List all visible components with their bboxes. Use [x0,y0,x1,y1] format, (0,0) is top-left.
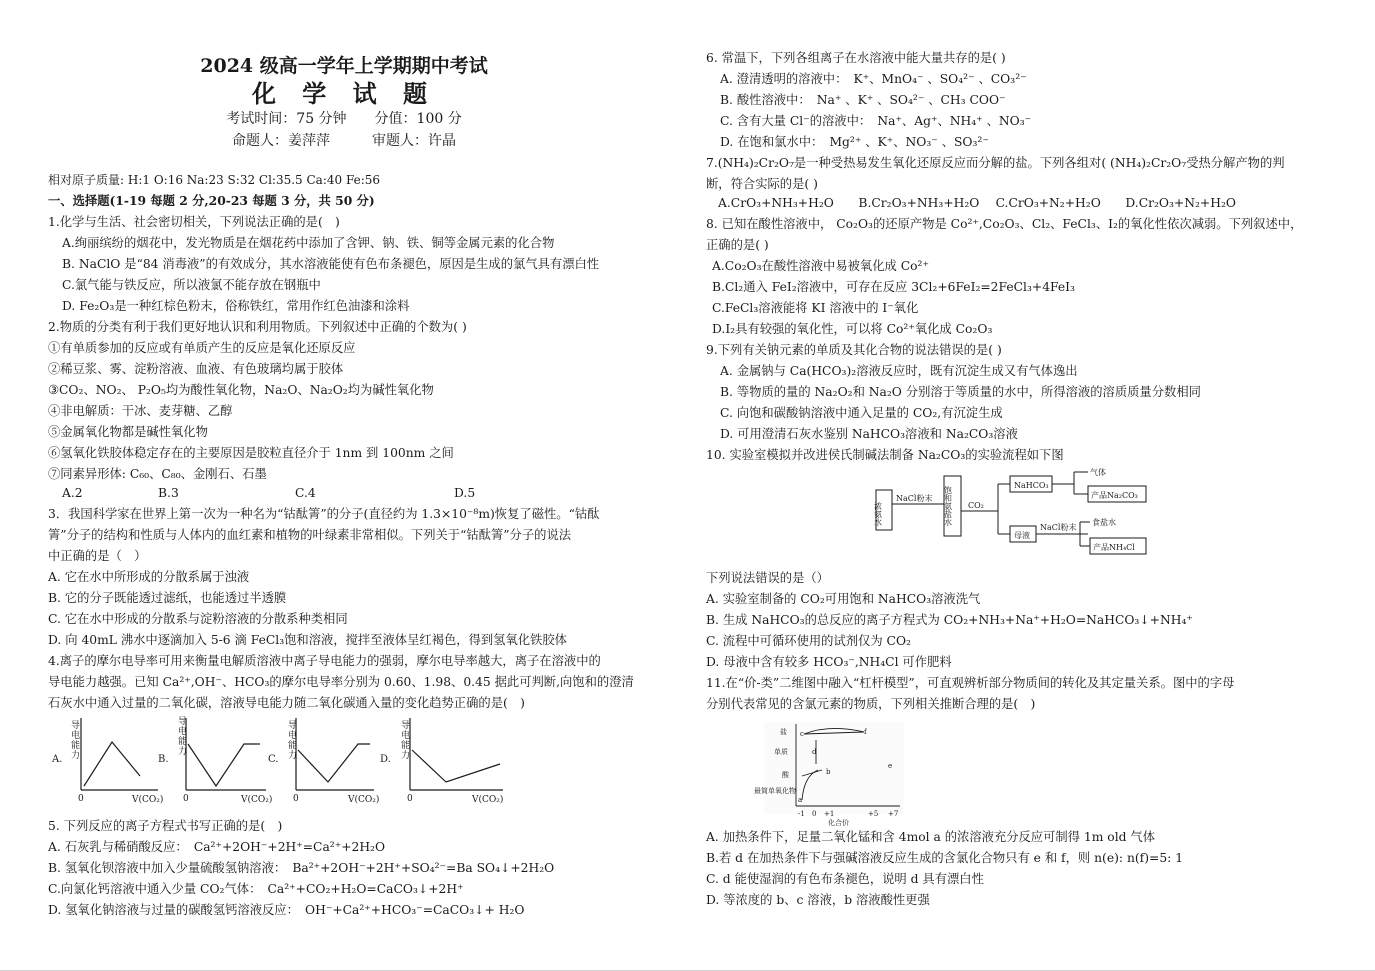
q2-item-2: ②稀豆浆、雾、淀粉溶液、血液、有色玻璃均属于胶体 [48,362,344,376]
graph-d-y-label [401,720,410,761]
svg-text:力: 力 [288,751,298,761]
chart-tick-plus7: +7 [888,810,899,818]
flow-label-nahco3: NaHCO₃ [1014,481,1049,490]
q11-option-b: B.若 d 在加热条件下与强碱溶液反应生成的含氯化合物只有 e 和 f，则 n(e): n(f)=5: 1 [706,851,1184,865]
flow-label-nacl: NaCl粉末 [896,494,933,503]
q2-item-3: ③CO₂、NO₂、 P₂O₅均为酸性氧化物，Na₂O、Na₂O₂均为碱性氧化物 [48,383,434,397]
q1-option-c: C.氯气能与铁反应，所以液氯不能存放在钢瓶中 [62,278,321,292]
q8-option-c: C.FeCl₃溶液能将 KI 溶液中的 I⁻氧化 [712,301,919,315]
q4-stem-1: 4.离子的摩尔电导率可用来衡量电解质溶液中离子导电能力的强弱，摩尔电导率越大，离子在溶液中的 [48,654,601,668]
q2-item-4: ④非电解质：干冰、麦芽糖、乙醇 [48,404,233,418]
q3-option-b: B. 它的分子既能透过滤纸，也能透过半透膜 [48,591,287,605]
q2-option-b: B.3 [158,486,179,500]
q3-option-a: A. 它在水中所形成的分散系属于浊液 [48,570,250,584]
q3-stem-1: 3．我国科学家在世界上第一次为一种名为“钴酞箐”的分子(直径约为 1.3×10⁻⁸m)恢复了磁性。“钴酞 [48,507,600,521]
flow-label-nacl2: NaCl粉末 [1040,523,1077,532]
svg-text:力: 力 [401,751,411,761]
q1-stem: 1.化学与生活、社会密切相关，下列说法正确的是( ) [48,215,340,229]
q8-stem-1: 8. 已知在酸性溶液中， Co₂O₃的还原产物是 Co²⁺,Co₂O₃、Cl₂、FeCl₃、I₂的氧化性依次减弱。下列叙述中， [706,217,1303,231]
q8-stem-2: 正确的是( ) [706,238,769,252]
q11-stem-1: 11.在“价-类”二维图中融入“杠杆模型”，可直观辨析部分物质间的转化及其定量关系。图中的字母 [706,676,1235,690]
svg-text:电: 电 [71,731,81,741]
q5-option-c: C.向氯化钙溶液中通入少量 CO₂气体： Ca²⁺+CO₂+H₂O=CaCO₃↓+2H⁺ [48,882,464,896]
graph-c-y-label [288,720,297,761]
graph-d-label: D. [380,754,391,765]
q5-stem: 5. 下列反应的离子方程式书写正确的是( ) [48,819,283,833]
q4-stem-2: 导电能力越强。已知 Ca²⁺,OH⁻、HCO₃的摩尔电导率分别为 0.60、1.98、0.45 据此可判断,向饱和的澄清 [48,675,634,689]
chart-tick-plus1: +1 [824,810,835,818]
q8-option-b: B.Cl₂通入 FeI₂溶液中，可存在反应 3Cl₂+6FeI₂=2FeCl₃+4FeI₃ [712,280,1075,294]
q4-graph-options [48,714,518,806]
q7-options: A.CrO₃+NH₃+H₂O B.Cr₂O₃+NH₃+H₂O C.CrO₃+N₂+H₂O D.Cr₂O₃+N₂+H₂O [718,196,1236,210]
exam-subject: 化 学 试 题 [251,79,437,108]
q6-option-a: A. 澄清透明的溶液中： K⁺、MnO₄⁻ 、SO₄²⁻ 、CO₃²⁻ [720,72,1027,86]
q2-option-d: D.5 [454,486,476,500]
graph-d-x-label: V(CO₂) [472,795,504,805]
graph-c-x-label: V(CO₂) [348,795,380,805]
chart-category-oxide: 最简单氧化物 [754,787,796,795]
q10-flow-diagram [868,466,1158,562]
chart-category-salt: 盐 [780,728,787,736]
q2-stem: 2.物质的分类有利于我们更好地认识和利用物质。下列叙述中正确的个数为( ) [48,320,467,334]
q3-option-d: D. 向 40mL 沸水中逐滴加入 5-6 滴 FeCl₃饱和溶液，搅拌至液体呈红褐色，得到氢氧化铁胶体 [48,633,567,647]
chart-tick-plus5: +5 [868,810,879,818]
graph-c-origin: 0 [293,794,299,804]
q11-stem-2: 分别代表常见的含氯元素的物质，下列相关推断合理的是( ) [706,697,1036,711]
chart-point-d: d [812,748,817,756]
q6-option-d: D. 在饱和氯水中： Mg²⁺ 、K⁺、NO₃⁻ 、SO₃²⁻ [720,135,989,149]
svg-text:导: 导 [71,721,81,731]
q10-stem: 10. 实验室模拟并改进侯氏制碱法制备 Na₂CO₃的实验流程如下图 [706,448,1064,462]
flow-label-brine: 饱和氨盐水 [943,486,953,526]
chart-point-b: b [826,768,831,776]
chart-x-label: 化合价 [828,819,849,827]
q3-stem-3: 中正确的是（ ） [48,549,147,563]
graph-a-label: A. [52,754,63,765]
q8-option-a: A.Co₂O₃在酸性溶液中易被氧化成 Co²⁺ [712,259,929,273]
flow-label-product2: 产品NH₄Cl [1093,543,1135,552]
chart-point-a: a [798,796,803,804]
q10-question: 下列说法错误的是（） [706,571,829,585]
q9-option-b: B. 等物质的量的 Na₂O₂和 Na₂O 分别溶于等质量的水中，所得溶液的溶质质量分数相同 [720,385,1201,399]
q2-item-1: ①有单质参加的反应或有单质产生的反应是氧化还原反应 [48,341,356,355]
q11-option-d: D. 等浓度的 b、c 溶液，b 溶液酸性更强 [706,893,930,907]
q11-valence-chart [754,720,910,828]
graph-b-origin: 0 [183,794,189,804]
q10-option-b: B. 生成 NaHCO₃的总反应的离子方程式为 CO₂+NH₃+Na⁺+H₂O=NaHCO₃↓+NH₄⁺ [706,613,1193,627]
svg-text:导: 导 [178,717,188,727]
graph-b-curve [188,744,260,786]
q6-stem: 6. 常温下，下列各组离子在水溶液中能大量共存的是( ) [706,51,1006,65]
graph-a-x-label: V(CO₂) [132,795,164,805]
chart-tick-0: 0 [812,810,817,818]
graph-b-y-label [178,716,187,757]
q9-option-d: D. 可用澄清石灰水鉴别 NaHCO₃溶液和 Na₂CO₃溶液 [720,427,1018,441]
q5-option-d: D. 氢氧化钠溶液与过量的碳酸氢钙溶液反应： OH⁻+Ca²⁺+HCO₃⁻=CaCO₃↓+ H₂O [48,903,525,917]
q9-option-c: C. 向饱和碳酸钠溶液中通入足量的 CO₂,有沉淀生成 [720,406,1003,420]
q1-option-a: A.绚丽缤纷的烟花中，发光物质是在烟花药中添加了含钾、钠、铁、铜等金属元素的化合物 [62,236,555,250]
q10-option-c: C. 流程中可循环使用的试剂仅为 CO₂ [706,634,911,648]
chart-point-f: f [864,728,867,736]
graph-a-origin: 0 [78,794,84,804]
q11-option-c: C. d 能使湿润的有色布条褪色，说明 d 具有漂白性 [706,872,984,886]
flow-label-mother-liquor: 母液 [1014,531,1030,540]
q1-option-b: B. NaClO 是“84 消毒液”的有效成分，其水溶液能使有色布条褪色，原因是生成的氯气具有漂白性 [62,257,600,271]
graph-d-origin: 0 [407,794,413,804]
chart-category-acid: 酸 [782,771,789,779]
flow-label-ammonia: 浓氨水 [873,502,883,526]
graph-d-curve [412,750,500,782]
svg-text:能: 能 [71,741,81,751]
exam-authors: 命题人：姜萍萍 审题人：许晶 [232,133,456,149]
flow-label-brine2: 食盐水 [1092,518,1116,527]
exam-time: 考试时间：75 分钟 分值：100 分 [226,111,462,127]
section-heading: 一、选择题(1-19 每题 2 分,20-23 每题 3 分，共 50 分) [48,193,375,208]
chart-category-element: 单质 [774,748,788,756]
q9-option-a: A. 金属钠与 Ca(HCO₃)₂溶液反应时，既有沉淀生成又有气体逸出 [720,364,1078,378]
q7-stem-1: 7.(NH₄)₂Cr₂O₇是一种受热易发生氧化还原反应而分解的盐。下列各组对( (NH₄)₂Cr₂O₇受热分解产物的判 [706,156,1285,170]
flow-label-product1: 产品Na₂CO₃ [1091,491,1138,500]
graph-b-label: B. [158,754,169,765]
q10-option-d: D. 母液中含有较多 HCO₃⁻,NH₄Cl 可作肥料 [706,655,952,669]
q4-stem-3: 石灰水中通入过量的二氧化碳，溶液导电能力随二氧化碳通入量的变化趋势正确的是( ) [48,696,525,710]
svg-text:能: 能 [401,741,411,751]
svg-text:力: 力 [178,747,188,757]
right-column [688,0,1375,971]
graph-c-curve [298,744,370,782]
q9-stem: 9.下列有关钠元素的单质及其化合物的说法错误的是( ) [706,343,1002,357]
q3-option-c: C. 它在水中形成的分散系与淀粉溶液的分散系种类相同 [48,612,348,626]
q1-option-d: D. Fe₂O₃是一种红棕色粉末，俗称铁红，常用作红色油漆和涂料 [62,299,410,313]
chart-point-c: c [800,730,804,738]
svg-text:能: 能 [288,741,298,751]
q2-option-c: C.4 [295,486,316,500]
svg-text:力: 力 [71,751,81,761]
q6-option-c: C. 含有大量 Cl⁻的溶液中： Na⁺、Ag⁺、NH₄⁺ 、NO₃⁻ [720,114,1032,128]
chart-point-e: e [888,762,893,770]
atomic-mass: 相对原子质量: H:1 O:16 Na:23 S:32 Cl:35.5 Ca:40 Fe:56 [48,173,381,187]
q5-option-b: B. 氢氧化钡溶液中加入少量硫酸氢钠溶液： Ba²⁺+2OH⁻+2H⁺+SO₄²⁻=Ba SO₄↓+2H₂O [48,861,555,875]
q2-option-a: A.2 [62,486,83,500]
flow-label-gas: 气体 [1090,468,1106,477]
graph-a-curve [84,742,140,786]
flow-label-co2: CO₂ [968,501,984,510]
q11-option-a: A. 加热条件下，足量二氧化锰和含 4mol a 的浓溶液充分反应可制得 1m old 气体 [706,830,1156,844]
graph-c-label: C. [268,754,279,765]
svg-text:能: 能 [178,737,188,747]
graph-a-y-label [71,720,80,761]
q7-stem-2: 断，符合实际的是( ) [706,177,818,191]
q6-option-b: B. 酸性溶液中： Na⁺ 、K⁺ 、SO₄²⁻ 、CH₃ COO⁻ [720,93,1006,107]
q10-option-a: A. 实验室制备的 CO₂可用饱和 NaHCO₃溶液洗气 [706,592,981,606]
svg-text:导: 导 [401,721,411,731]
q2-item-7: ⑦同素异形体: C₆₀、C₈₀、金刚石、石墨 [48,467,267,481]
q8-option-d: D.I₂具有较强的氧化性，可以将 Co²⁺氧化成 Co₂O₃ [712,322,993,336]
q2-item-6: ⑥氢氧化铁胶体稳定存在的主要原因是胶粒直径介于 1nm 到 100nm 之间 [48,446,454,460]
svg-text:电: 电 [288,731,298,741]
svg-text:导: 导 [288,721,298,731]
chart-tick-minus1: -1 [798,810,805,818]
exam-title: 2024 级高一学年上学期期中考试 [200,55,488,77]
q3-stem-2: 箐”分子的结构和性质与人体内的血红素和植物的叶绿素非常相似。下列关于“钴酞箐”分子的说法 [48,528,572,542]
q5-option-a: A. 石灰乳与稀硝酸反应： Ca²⁺+2OH⁻+2H⁺=Ca²⁺+2H₂O [48,840,386,854]
q2-item-5: ⑤金属氧化物都是碱性氧化物 [48,425,208,439]
graph-b-x-label: V(CO₂) [241,795,273,805]
svg-text:电: 电 [178,727,188,737]
svg-text:电: 电 [401,731,411,741]
